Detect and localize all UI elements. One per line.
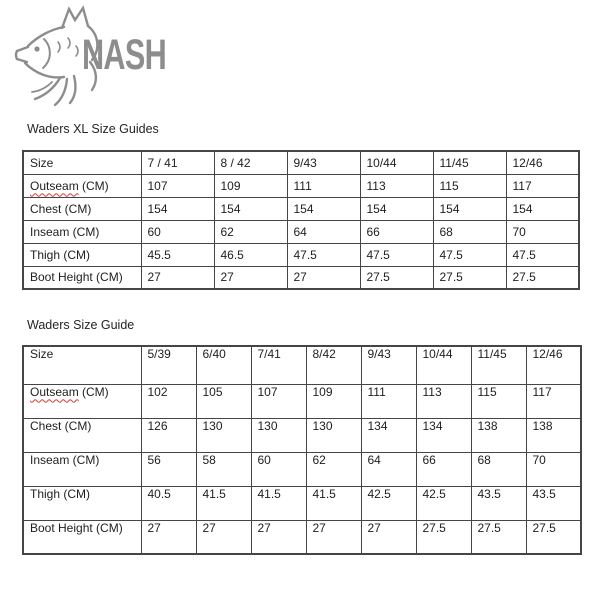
size-value-cell: 42.5 bbox=[416, 486, 471, 520]
size-value-cell: 154 bbox=[433, 197, 506, 220]
size-value-cell: 117 bbox=[526, 384, 581, 418]
col-header: 6/40 bbox=[196, 346, 251, 384]
row-label-unit: (CM) bbox=[78, 384, 109, 399]
size-value-cell: 107 bbox=[141, 174, 214, 197]
size-value-cell: 130 bbox=[306, 418, 361, 452]
size-value-cell: 27 bbox=[141, 266, 214, 289]
size-value-cell: 154 bbox=[214, 197, 287, 220]
size-value-cell: 134 bbox=[416, 418, 471, 452]
size-value-cell: 27.5 bbox=[471, 520, 526, 554]
size-value-cell: 111 bbox=[361, 384, 416, 418]
size-value-cell: 27 bbox=[251, 520, 306, 554]
size-value-cell: 27.5 bbox=[360, 266, 433, 289]
table-header-row bbox=[23, 151, 579, 174]
size-value-cell: 47.5 bbox=[287, 243, 360, 266]
size-value-cell: 42.5 bbox=[361, 486, 416, 520]
size-value-cell: 62 bbox=[214, 220, 287, 243]
size-value-cell: 62 bbox=[306, 452, 361, 486]
table-row-thigh bbox=[23, 486, 581, 520]
size-value-cell: 66 bbox=[416, 452, 471, 486]
col-header: 7/41 bbox=[251, 346, 306, 384]
size-value-cell: 130 bbox=[251, 418, 306, 452]
size-value-cell: 60 bbox=[141, 220, 214, 243]
size-value-cell: 64 bbox=[361, 452, 416, 486]
size-value-cell: 27.5 bbox=[433, 266, 506, 289]
size-value-cell: 27 bbox=[196, 520, 251, 554]
col-header: 5/39 bbox=[141, 346, 196, 384]
table-header-row bbox=[23, 346, 581, 384]
size-value-cell: 138 bbox=[471, 418, 526, 452]
row-label: Thigh (CM) bbox=[23, 243, 141, 266]
size-value-cell: 40.5 bbox=[141, 486, 196, 520]
size-value-cell: 68 bbox=[433, 220, 506, 243]
col-header: 12/46 bbox=[506, 151, 579, 174]
row-label: Chest (CM) bbox=[23, 418, 141, 452]
table1-title: Waders XL Size Guides bbox=[27, 122, 159, 136]
table-row-outseam bbox=[23, 174, 579, 197]
col-header: 12/46 bbox=[526, 346, 581, 384]
row-label: Chest (CM) bbox=[23, 197, 141, 220]
size-value-cell: 66 bbox=[360, 220, 433, 243]
brand-wordmark: NASH bbox=[82, 31, 166, 79]
waders-size-table bbox=[22, 345, 582, 555]
size-value-cell: 27.5 bbox=[526, 520, 581, 554]
carp-fish-icon bbox=[12, 2, 222, 110]
size-value-cell: 41.5 bbox=[196, 486, 251, 520]
table-row-thigh bbox=[23, 243, 579, 266]
col-header: 11/45 bbox=[433, 151, 506, 174]
size-value-cell: 43.5 bbox=[526, 486, 581, 520]
size-value-cell: 27 bbox=[306, 520, 361, 554]
col-header: 10/44 bbox=[360, 151, 433, 174]
col-header: 9/43 bbox=[287, 151, 360, 174]
size-value-cell: 105 bbox=[196, 384, 251, 418]
size-value-cell: 115 bbox=[433, 174, 506, 197]
row-label-unit: (CM) bbox=[78, 178, 109, 193]
size-value-cell: 27.5 bbox=[416, 520, 471, 554]
waders-xl-size-table bbox=[22, 150, 580, 290]
size-value-cell: 126 bbox=[141, 418, 196, 452]
size-value-cell: 27 bbox=[361, 520, 416, 554]
size-value-cell: 109 bbox=[306, 384, 361, 418]
col-header: Size bbox=[23, 151, 141, 174]
size-value-cell: 41.5 bbox=[251, 486, 306, 520]
table-row-chest bbox=[23, 418, 581, 452]
size-value-cell: 113 bbox=[360, 174, 433, 197]
row-label bbox=[23, 384, 141, 418]
row-label: Thigh (CM) bbox=[23, 486, 141, 520]
size-value-cell: 109 bbox=[214, 174, 287, 197]
size-value-cell: 115 bbox=[471, 384, 526, 418]
size-value-cell: 47.5 bbox=[433, 243, 506, 266]
size-value-cell: 154 bbox=[141, 197, 214, 220]
size-value-cell: 27 bbox=[287, 266, 360, 289]
nash-logo bbox=[12, 2, 222, 110]
size-value-cell: 117 bbox=[506, 174, 579, 197]
misspelled-word: Outseam bbox=[30, 178, 79, 193]
col-header: 8 / 42 bbox=[214, 151, 287, 174]
size-value-cell: 154 bbox=[360, 197, 433, 220]
size-value-cell: 60 bbox=[251, 452, 306, 486]
col-header: 9/43 bbox=[361, 346, 416, 384]
size-value-cell: 138 bbox=[526, 418, 581, 452]
size-value-cell: 113 bbox=[416, 384, 471, 418]
size-value-cell: 68 bbox=[471, 452, 526, 486]
size-value-cell: 64 bbox=[287, 220, 360, 243]
size-value-cell: 43.5 bbox=[471, 486, 526, 520]
size-value-cell: 70 bbox=[506, 220, 579, 243]
size-value-cell: 46.5 bbox=[214, 243, 287, 266]
col-header: 8/42 bbox=[306, 346, 361, 384]
table-row-outseam bbox=[23, 384, 581, 418]
size-value-cell: 111 bbox=[287, 174, 360, 197]
size-value-cell: 41.5 bbox=[306, 486, 361, 520]
size-value-cell: 45.5 bbox=[141, 243, 214, 266]
size-value-cell: 27 bbox=[214, 266, 287, 289]
col-header: 7 / 41 bbox=[141, 151, 214, 174]
size-value-cell: 56 bbox=[141, 452, 196, 486]
size-value-cell: 58 bbox=[196, 452, 251, 486]
size-value-cell: 47.5 bbox=[360, 243, 433, 266]
size-value-cell: 27 bbox=[141, 520, 196, 554]
row-label: Inseam (CM) bbox=[23, 220, 141, 243]
size-value-cell: 134 bbox=[361, 418, 416, 452]
table2-title: Waders Size Guide bbox=[27, 318, 135, 332]
size-value-cell: 154 bbox=[506, 197, 579, 220]
row-label: Inseam (CM) bbox=[23, 452, 141, 486]
size-value-cell: 154 bbox=[287, 197, 360, 220]
table-row-inseam bbox=[23, 220, 579, 243]
misspelled-word: Outseam bbox=[30, 384, 79, 399]
col-header: Size bbox=[23, 346, 141, 384]
table-row-inseam bbox=[23, 452, 581, 486]
row-label: Boot Height (CM) bbox=[23, 266, 141, 289]
row-label bbox=[23, 174, 141, 197]
size-value-cell: 130 bbox=[196, 418, 251, 452]
size-value-cell: 47.5 bbox=[506, 243, 579, 266]
col-header: 11/45 bbox=[471, 346, 526, 384]
size-value-cell: 102 bbox=[141, 384, 196, 418]
size-value-cell: 70 bbox=[526, 452, 581, 486]
table-row-boot-height bbox=[23, 520, 581, 554]
row-label: Boot Height (CM) bbox=[23, 520, 141, 554]
size-value-cell: 107 bbox=[251, 384, 306, 418]
col-header: 10/44 bbox=[416, 346, 471, 384]
size-value-cell: 27.5 bbox=[506, 266, 579, 289]
table-row-boot-height bbox=[23, 266, 579, 289]
table-row-chest bbox=[23, 197, 579, 220]
